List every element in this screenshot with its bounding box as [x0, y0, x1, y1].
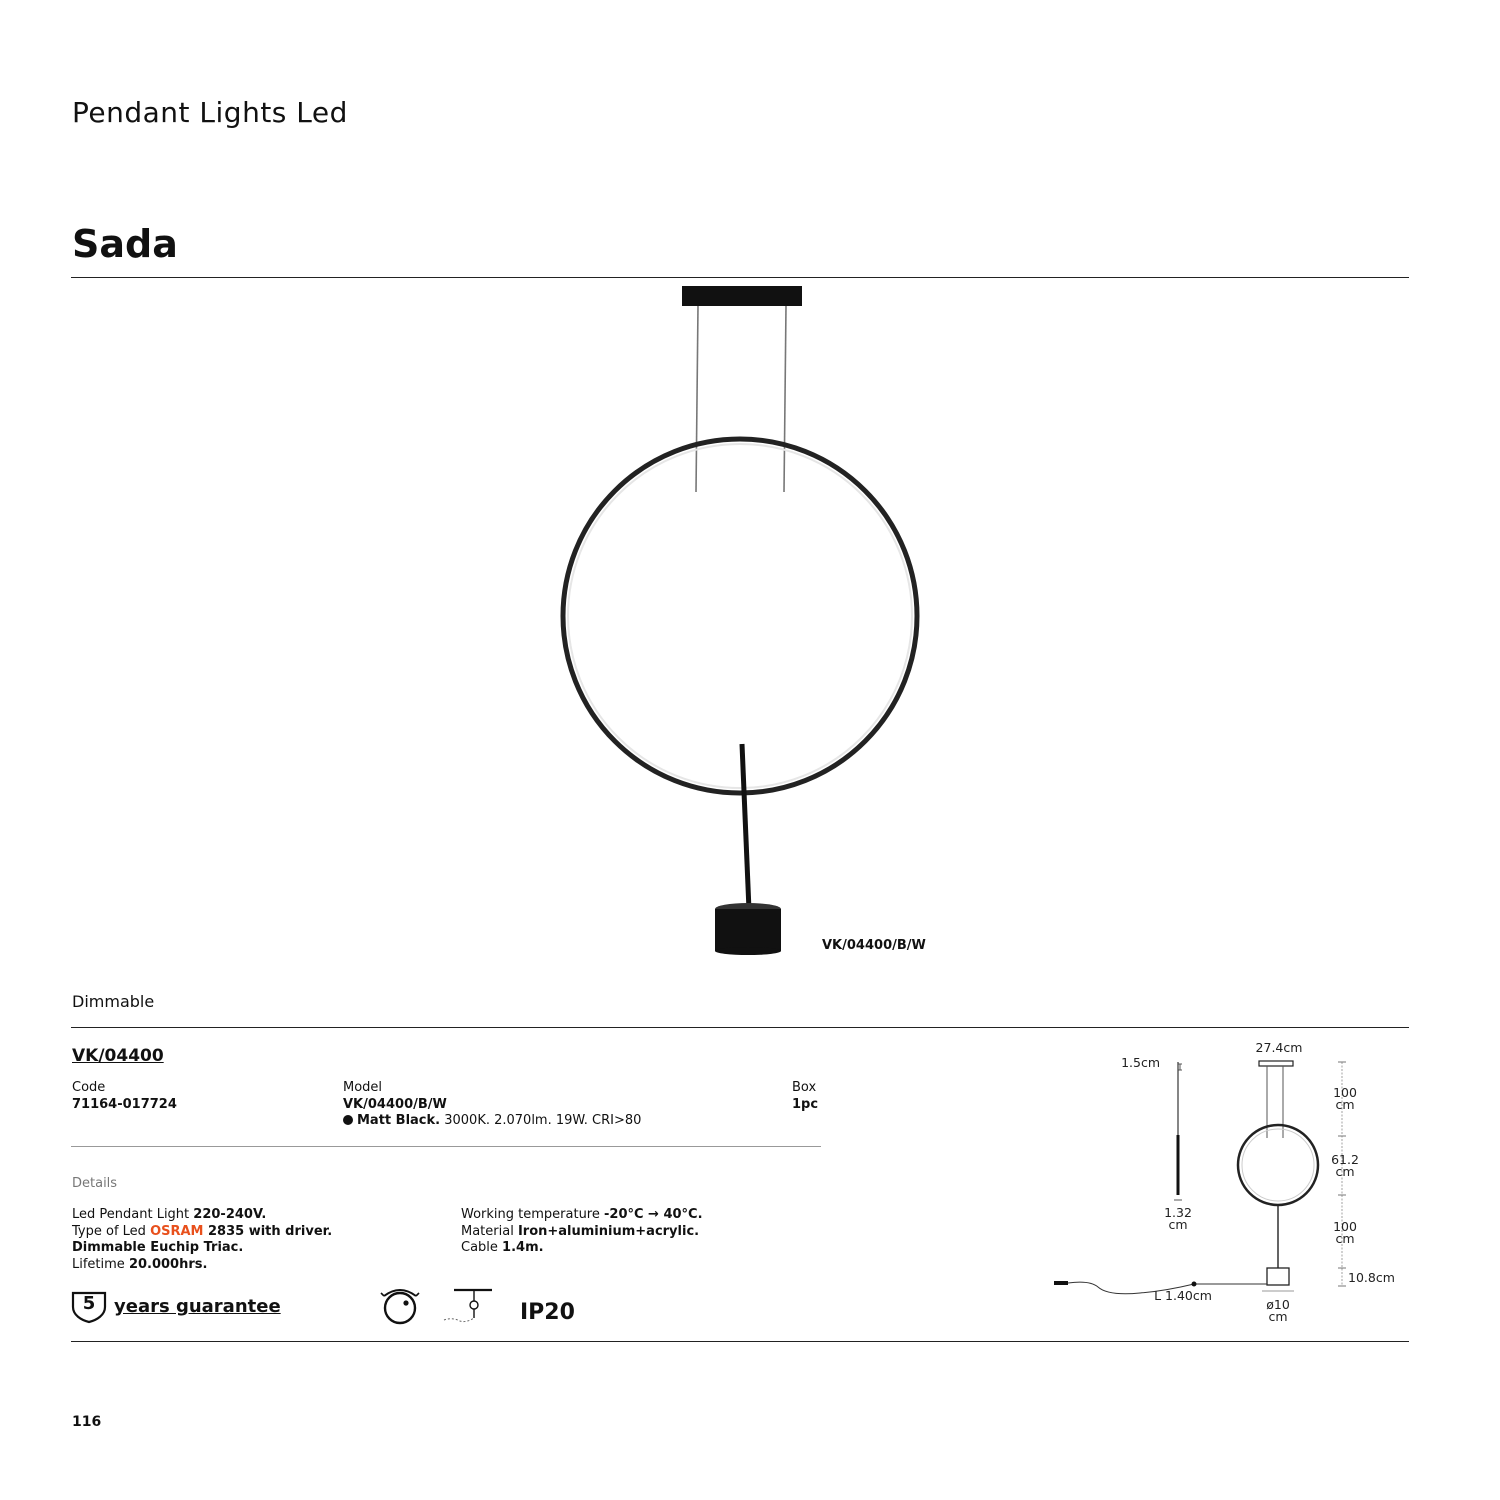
finish-specs: 3000K. 2.070lm. 19W. CRI>80: [444, 1113, 642, 1128]
dim-width: 27.4cm: [1255, 1040, 1303, 1055]
product-image: [540, 282, 940, 962]
category-heading: Pendant Lights Led: [72, 96, 348, 129]
product-code-title: VK/04400: [72, 1046, 164, 1066]
image-model-label: VK/04400/B/W: [822, 938, 926, 953]
details-heading: Details: [72, 1176, 118, 1191]
guarantee-text: years guarantee: [114, 1296, 281, 1317]
ring-led-strip: [568, 444, 912, 788]
model-label: Model: [343, 1080, 383, 1095]
box-value: 1pc: [792, 1097, 819, 1112]
dim-thickness: 1.5cm: [1121, 1055, 1160, 1070]
code-label: Code: [72, 1080, 106, 1095]
page-number: 116: [72, 1414, 102, 1430]
finish-swatch-icon: [343, 1115, 353, 1125]
box-label: Box: [792, 1080, 817, 1095]
dim-bottom-drop: 100 cm: [1333, 1219, 1357, 1246]
model-value: VK/04400/B/W: [343, 1097, 447, 1112]
section-divider: [71, 1027, 1409, 1028]
ring-light: [563, 439, 917, 793]
code-value: 71164-017724: [72, 1097, 177, 1112]
dim-cable-length: L 1.40cm: [1154, 1288, 1212, 1303]
suspension-wire-left: [696, 306, 698, 492]
footer-divider: [71, 1341, 1409, 1342]
title-divider: [71, 277, 1409, 278]
dim-base-height: 10.8cm: [1348, 1270, 1395, 1285]
details-column-1: Led Pendant Light 220-240V. Type of Led OSRAM 2835 with driver. Dimmable Euchip Triac. Lifetime 20.000hrs.: [72, 1207, 333, 1272]
feature-label: Dimmable: [72, 992, 155, 1011]
ceiling-canopy: [682, 286, 802, 306]
dim-side: 1.32 cm: [1164, 1205, 1192, 1232]
suspension-wire-right: [784, 306, 786, 492]
dim-base-diameter: ø10 cm: [1266, 1297, 1290, 1324]
finish-row: [343, 1113, 641, 1128]
spec-divider: [71, 1146, 821, 1147]
osram-brand: OSRAM: [150, 1223, 204, 1239]
product-title: Sada: [72, 222, 178, 266]
ceiling-mount-icon: [442, 1286, 494, 1326]
base-weight: [715, 909, 781, 951]
pendant-rod: [742, 744, 749, 910]
ip-rating: IP20: [520, 1300, 575, 1325]
finish-name: Matt Black.: [357, 1113, 441, 1128]
details-column-2: Working temperature -20°C → 40°C. Material Iron+aluminium+acrylic. Cable 1.4m.: [461, 1207, 703, 1255]
dim-top-drop: 100 cm: [1333, 1085, 1357, 1112]
dim-ring: 61.2 cm: [1331, 1152, 1359, 1179]
guarantee-number: 5: [82, 1293, 96, 1314]
dimmer-icon: [378, 1286, 422, 1326]
